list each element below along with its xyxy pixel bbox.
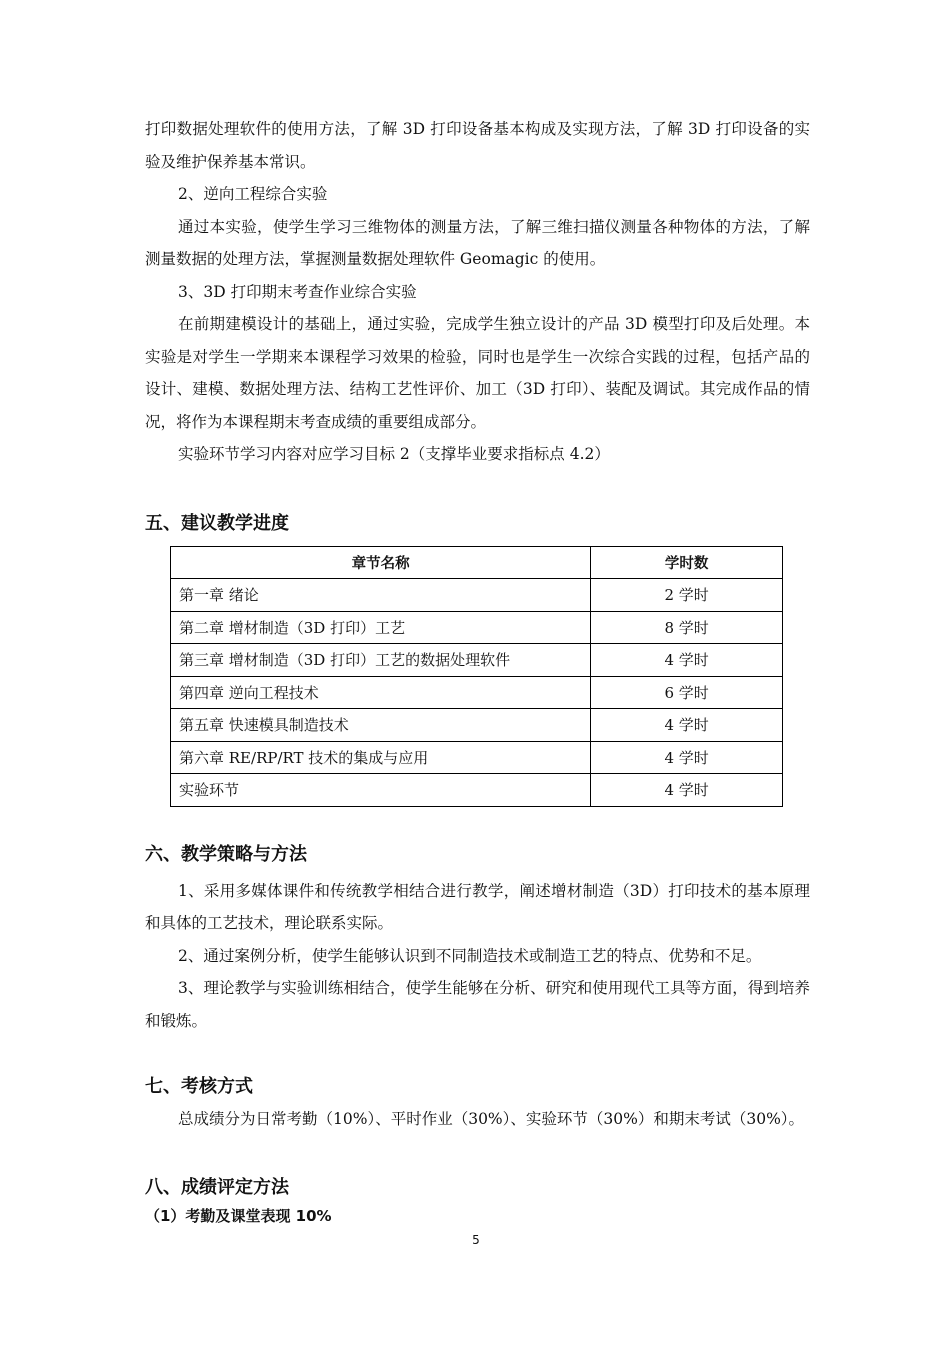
assessment-body: 总成绩分为日常考勤（10%）、平时作业（30%）、实验环节（30%）和期末考试（30%）。 (178, 1110, 805, 1128)
hours-cell: 4 学时 (591, 741, 783, 774)
strategy-item-1: 1、采用多媒体课件和传统教学相结合进行教学，阐述增材制造（3D）打印技术的基本原理和具体的工艺技术，理论联系实际。 (145, 881, 810, 932)
page-number: 5 (472, 1233, 480, 1247)
chapter-cell: 第一章 绪论 (171, 579, 591, 612)
table-row (171, 579, 783, 612)
page-content (145, 113, 810, 1228)
schedule-table (170, 546, 783, 807)
section-6-heading: 六、教学策略与方法 (145, 843, 307, 865)
section-7-heading: 七、考核方式 (145, 1076, 253, 1097)
chapter-cell: 第六章 RE/RP/RT 技术的集成与应用 (171, 741, 591, 774)
table-row (171, 611, 783, 644)
table-row (171, 676, 783, 709)
hours-cell: 8 学时 (591, 611, 783, 644)
hours-cell: 4 学时 (591, 709, 783, 742)
section-8-heading: 八、成绩评定方法 (145, 1176, 289, 1198)
experiment-3-title: 3、3D 打印期末考查作业综合实验 (178, 282, 417, 301)
table-row (171, 644, 783, 677)
experiment-2-title: 2、逆向工程综合实验 (178, 185, 328, 203)
hours-cell: 4 学时 (591, 774, 783, 807)
chapter-cell: 第二章 增材制造（3D 打印）工艺 (171, 611, 591, 644)
learning-target-note: 实验环节学习内容对应学习目标 2（支撑毕业要求指标点 4.2） (178, 445, 610, 463)
chapter-cell: 第四章 逆向工程技术 (171, 676, 591, 709)
paragraph-continued: 打印数据处理软件的使用方法，了解 3D 打印设备基本构成及实现方法，了解 3D 打印设备的实验及维护保养基本常识。 (145, 120, 810, 171)
section-5-heading: 五、建议教学进度 (145, 512, 289, 534)
chapter-cell: 第五章 快速模具制造技术 (171, 709, 591, 742)
hours-cell: 2 学时 (591, 579, 783, 612)
chapter-cell: 实验环节 (171, 774, 591, 807)
table-row (171, 709, 783, 742)
table-row (171, 774, 783, 807)
strategy-item-3: 3、理论教学与实验训练相结合，使学生能够在分析、研究和使用现代工具等方面，得到培养和锻炼。 (145, 979, 810, 1030)
header-chapter: 章节名称 (171, 546, 591, 579)
header-hours: 学时数 (591, 546, 783, 579)
chapter-cell: 第三章 增材制造（3D 打印）工艺的数据处理软件 (171, 644, 591, 677)
table-header-row (171, 546, 783, 579)
hours-cell: 6 学时 (591, 676, 783, 709)
experiment-2-body: 通过本实验，使学生学习三维物体的测量方法，了解三维扫描仪测量各种物体的方法，了解测量数据的处理方法，掌握测量数据处理软件 Geomagic 的使用。 (145, 217, 810, 268)
strategy-item-2: 2、通过案例分析，使学生能够认识到不同制造技术或制造工艺的特点、优势和不足。 (178, 946, 762, 965)
experiment-3-body: 在前期建模设计的基础上，通过实验，完成学生独立设计的产品 3D 模型打印及后处理。本实验是对学生一学期来本课程学习效果的检验，同时也是学生一次综合实践的过程，包括产品的设计、建模、数据处理方法、结构工艺性评价、加工（3D 打印）、装配及调试。其完成作品的情况，将作为本课程期末考查成绩的重要组成部分。 (145, 315, 810, 431)
hours-cell: 4 学时 (591, 644, 783, 677)
table-row (171, 741, 783, 774)
grading-subsection-1: （1）考勤及课堂表现 10% (145, 1206, 332, 1225)
